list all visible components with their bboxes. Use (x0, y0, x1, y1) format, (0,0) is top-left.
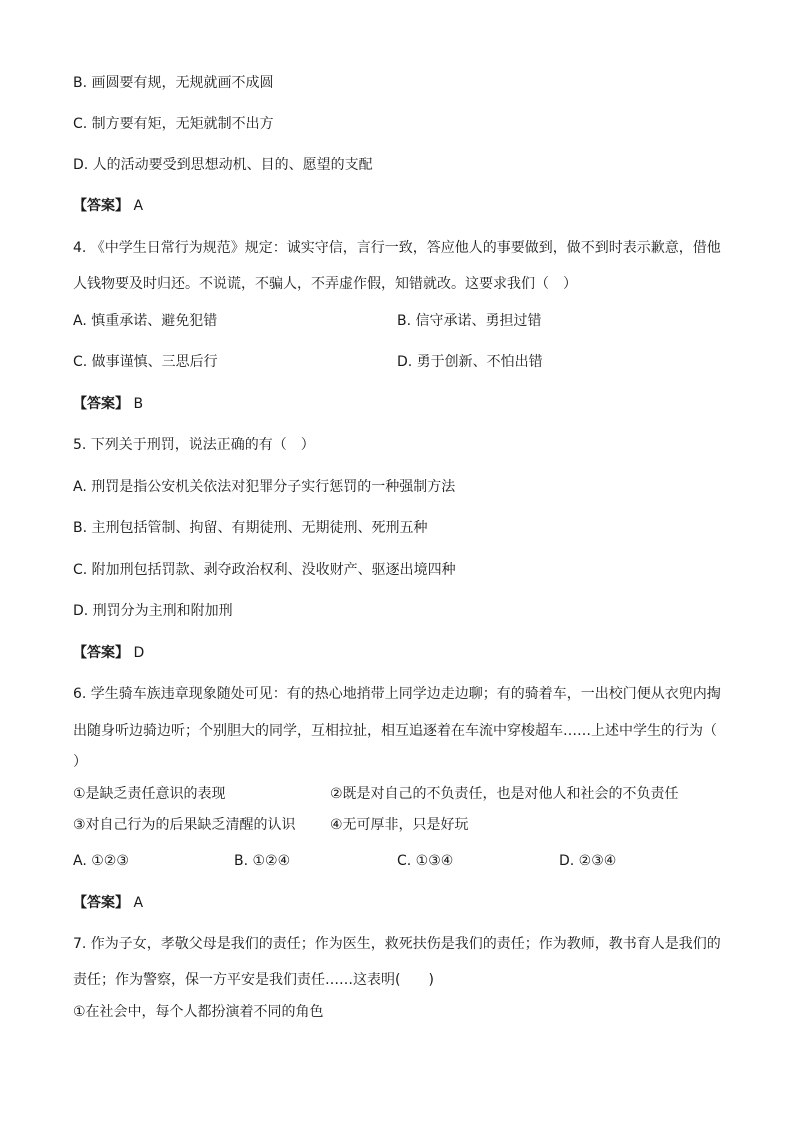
question-6-statement-3: ③对自己行为的后果缺乏清醒的认识 (73, 817, 296, 833)
answer-4 (73, 395, 143, 413)
answer-3 (73, 197, 143, 215)
question-6-statement-2: ②既是对自己的不负责任，也是对他人和社会的不负责任 (330, 786, 679, 802)
option-b-line: B. 画圆要有规，无规就画不成圆 (73, 75, 274, 91)
question-6-option-c: C. ①③④ (397, 853, 454, 869)
question-5-option-c: C. 附加刑包括罚款、剥夺政治权利、没收财产、驱逐出境四种 (73, 562, 456, 578)
question-6-statement-1: ①是缺乏责任意识的表现 (73, 786, 226, 802)
question-7-line-2: 责任；作为警察，保一方平安是我们责任……这表明( ) (73, 972, 434, 988)
question-5: 5. 下列关于刑罚，说法正确的有（ ） (73, 437, 315, 453)
question-6-line-2: 出随身听边骑边听；个别胆大的同学，互相拉扯，相互追逐着在车流中穿梭超车……上述中学生的行为（ (73, 723, 717, 739)
question-6-option-b: B. ①②④ (234, 853, 291, 869)
question-7-statement-1: ①在社会中，每个人都扮演着不同的角色 (73, 1004, 324, 1020)
answer-tag: 【答案】 (73, 645, 129, 661)
answer-6 (73, 894, 143, 912)
question-6-option-a: A. ①②③ (73, 853, 129, 869)
question-4-line-2: 人钱物要及时归还。不说谎，不骗人，不弄虚作假，知错就改。这要求我们（ ） (73, 276, 577, 292)
answer-5 (73, 644, 144, 662)
answer-tag: 【答案】 (73, 198, 129, 214)
question-4-line-1: 4. 《中学生日常行为规范》规定：诚实守信，言行一致，答应他人的事要做到，做不到时表示歉意，借他 (73, 240, 721, 256)
answer-tag: 【答案】 (73, 895, 129, 911)
answer-value: B (133, 396, 144, 412)
question-5-option-d: D. 刑罚分为主刑和附加刑 (73, 603, 233, 619)
question-5-option-a: A. 刑罚是指公安机关依法对犯罪分子实行惩罚的一种强制方法 (73, 479, 456, 495)
question-4-option-b: B. 信守承诺、勇担过错 (397, 313, 542, 329)
answer-value: D (133, 645, 145, 661)
answer-value: A (133, 198, 144, 214)
option-c-line: C. 制方要有矩，无矩就制不出方 (73, 116, 274, 132)
question-4-option-a: A. 慎重承诺、避免犯错 (73, 313, 218, 329)
question-5-option-b: B. 主刑包括管制、拘留、有期徒刑、无期徒刑、死刑五种 (73, 520, 428, 536)
question-6-statement-4: ④无可厚非，只是好玩 (330, 817, 469, 833)
question-6-option-d: D. ②③④ (559, 853, 617, 869)
question-6-line-3: ） (73, 754, 87, 770)
answer-value: A (133, 895, 144, 911)
question-6-line-1: 6. 学生骑车族违章现象随处可见：有的热心地捎带上同学边走边聊；有的骑着车，一出校门便从衣兜内掏 (73, 686, 721, 702)
answer-tag: 【答案】 (73, 396, 129, 412)
question-4-option-c: C. 做事谨慎、三思后行 (73, 354, 218, 370)
option-d-line: D. 人的活动要受到思想动机、目的、愿望的支配 (73, 157, 373, 173)
question-4-option-d: D. 勇于创新、不怕出错 (397, 354, 543, 370)
question-7-line-1: 7. 作为子女，孝敬父母是我们的责任；作为医生，救死扶伤是我们的责任；作为教师，教书育人是我们的 (73, 936, 721, 952)
